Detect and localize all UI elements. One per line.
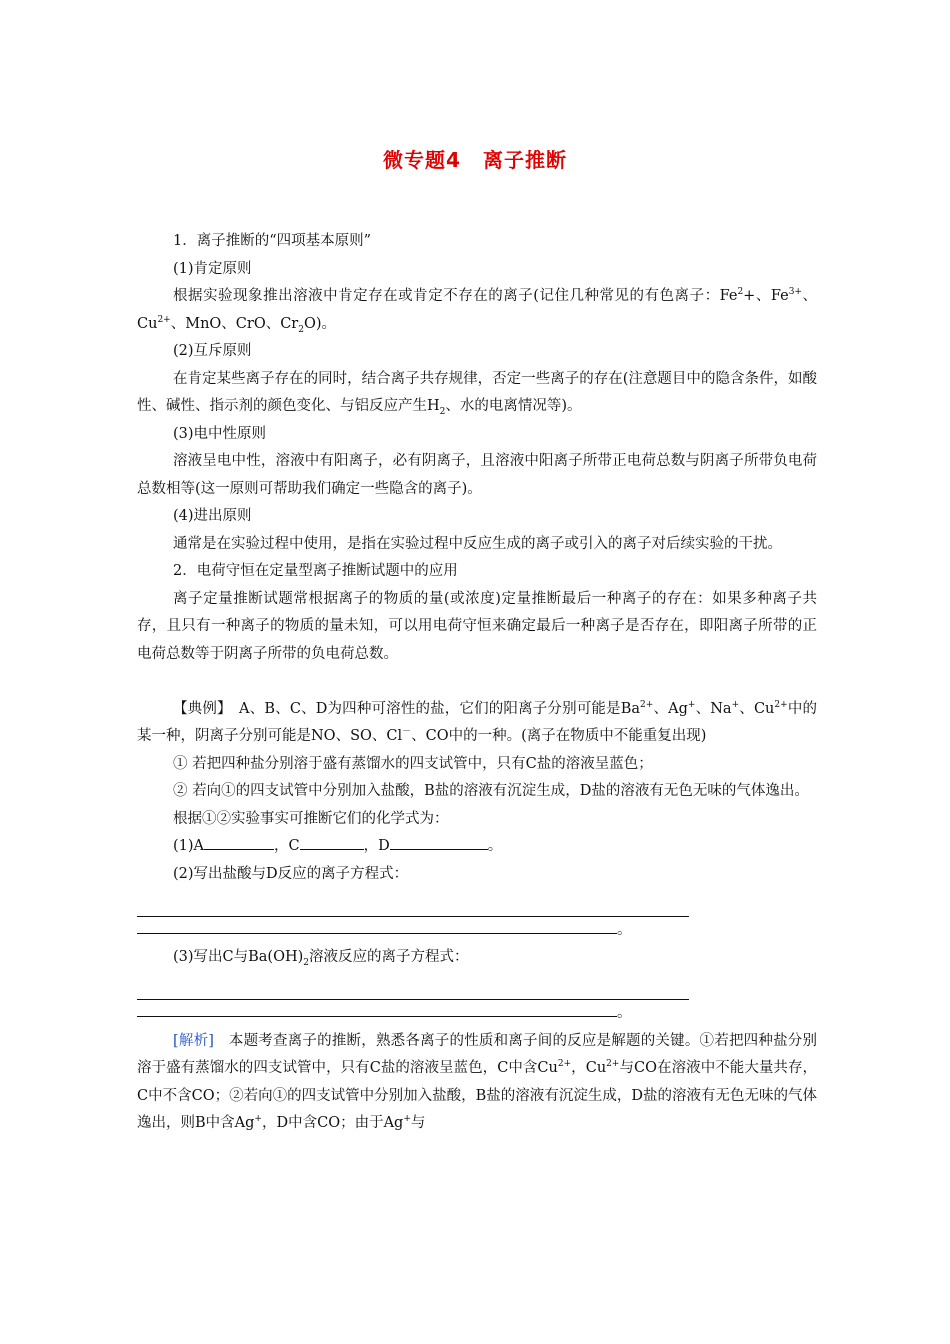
answer-blank-d[interactable] [390,833,488,850]
answer-line-2a[interactable] [137,888,689,917]
answer-blank-a[interactable] [204,833,274,850]
analysis-tag: [解析] [173,1032,214,1049]
rule2-text: 在肯定某些离子存在的同时，结合离子共存规律，否定一些离子的存在(注意题目中的隐含条件，如酸性、碱性、指示剂的颜色变化、与铝反应产生$H_2$、水的电离情况等)。 [137,370,817,417]
rule3-title: (3)电中性原则 [173,425,267,442]
answer-line-3a[interactable] [137,972,689,1001]
question-2: (2)写出盐酸与D反应的离子方程式： [173,865,409,882]
example-text: 【典例】 A、B、C、D为四种可溶性的盐，它们的阳离子分别可能是$Ba^{2+}$、Ag+、Na+、$Cu^{2+}$中的某一种，阴离子分别可能是NO、SO、Cl－、CO中的一种。(离子在物质中不能重复出现) [137,699,817,744]
answer-line-3b-row: 。 [137,1000,817,1028]
question-1: (1)A ，C ，D 。 [137,833,817,861]
answer-line-2b[interactable] [137,917,617,934]
example-ask: 根据①②实验事实可推断它们的化学式为： [173,810,449,827]
answer-blank-c[interactable] [300,833,364,850]
page-title [0,144,950,173]
example-condition-2: ② 若向①的四支试管中分别加入盐酸，B盐的溶液有沉淀生成，D盐的溶液有无色无味的气体逸出。 [173,783,809,799]
example-tag: 【典例】 [173,700,225,717]
rule3-text: 溶液呈电中性，溶液中有阳离子，必有阴离子，且溶液中阳离子所带正电荷总数与阴离子所带负电荷总数相等(这一原则可帮助我们确定一些隐含的离子)。 [137,453,817,497]
document-body [137,228,817,1138]
section2-heading: 2．电荷守恒在定量型离子推断试题中的应用 [173,563,458,579]
rule2-title: (2)互斥原则 [173,343,252,359]
answer-line-3b[interactable] [137,1000,617,1017]
analysis-text: [解析] 本题考查离子的推断，熟悉各离子的性质和离子间的反应是解题的关键。①若把四种盐分别溶于盛有蒸馏水的四支试管中，只有C盐的溶液呈蓝色，C中含$Cu^{2+}$，$Cu^{2+}$与CO在溶液中不能大量共存，C中不含CO；②若向①的四支试管中分别加入盐酸，B盐的溶液有沉淀生成，D盐的溶液有无色无味的气体逸出，则B中含Ag+，D中含CO；由于Ag+与 [137,1032,818,1131]
section1-heading: 1．离子推断的“四项基本原则” [173,233,372,249]
question-3: (3)写出C与$Ba(OH)_2$溶液反应的离子方程式： [173,949,469,968]
title-part-a: 微专题4 [383,148,461,172]
title-part-b: 离子推断 [482,148,567,172]
rule1-title: (1)肯定原则 [173,260,252,277]
rule1-text: 根据实验现象推出溶液中肯定存在或肯定不存在的离子(记住几种常见的有色离子：$Fe^2+$、$Fe^{3+}$、$Cu^{2+}$、MnO、CrO、$Cr_2O$)。 [137,287,817,335]
answer-line-2b-row: 。 [137,917,817,945]
rule4-text: 通常是在实验过程中使用，是指在实验过程中反应生成的离子或引入的离子对后续实验的干扰。 [173,535,782,552]
rule4-title: (4)进出原则 [173,508,252,524]
example-condition-1: ① 若把四种盐分别溶于盛有蒸馏水的四支试管中，只有C盐的溶液呈蓝色； [173,755,653,772]
section2-text: 离子定量推断试题常根据离子的物质的量(或浓度)定量推断最后一种离子的存在：如果多种离子共存，且只有一种离子的物质的量未知，可以用电荷守恒来确定最后一种离子是否存在，即阳离子所带的正电荷总数等于阴离子所带的负电荷总数。 [137,590,817,662]
